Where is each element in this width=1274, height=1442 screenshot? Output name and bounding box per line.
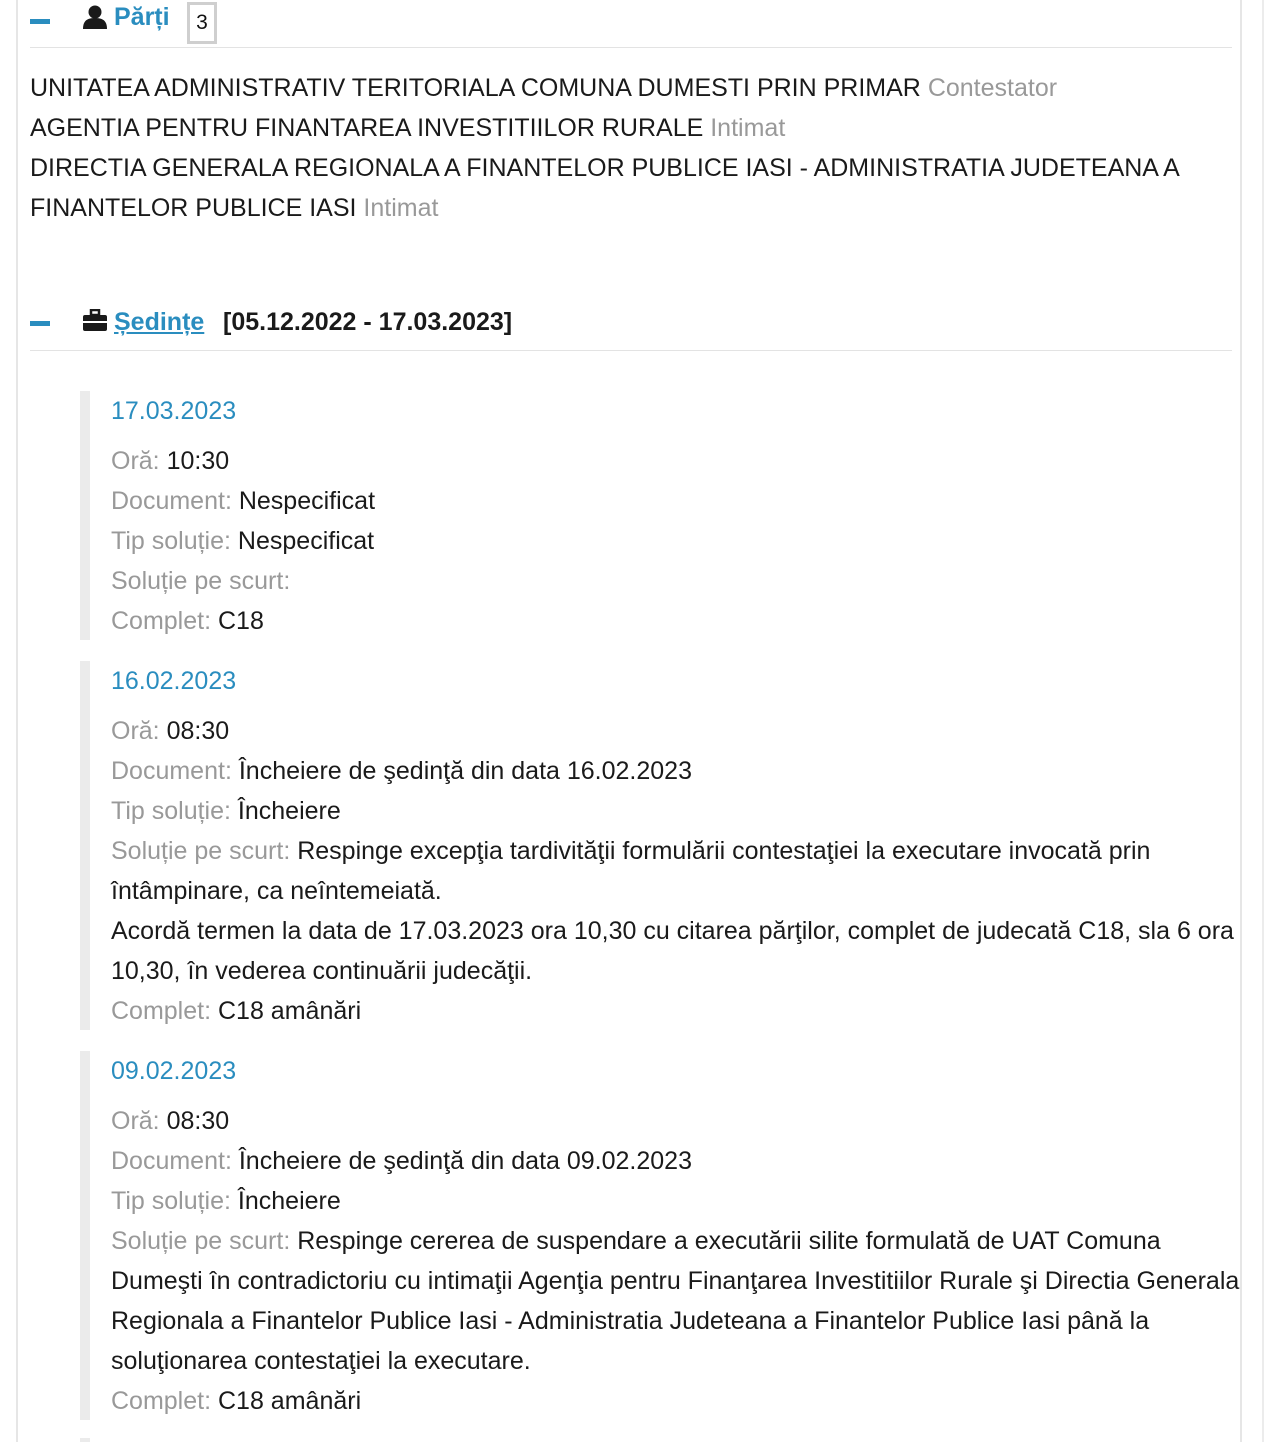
complet-value: C18 amânări: [218, 1387, 362, 1415]
user-icon: [82, 4, 108, 35]
session-solutie-scurt: [111, 831, 1240, 911]
ora-label: Oră:: [111, 447, 160, 475]
session-date[interactable]: 16.02.2023: [111, 667, 237, 695]
session-ora: [111, 711, 1240, 751]
document-label: Document:: [111, 1147, 232, 1175]
party-item: [30, 108, 1240, 148]
tip-solutie-value: Încheiere: [237, 797, 341, 825]
session-solutie-scurt: [111, 561, 1240, 601]
session-tip-solutie: [111, 791, 1240, 831]
complet-label: Complet:: [111, 997, 212, 1025]
ora-value: 10:30: [166, 447, 230, 475]
session-card: [80, 391, 1240, 640]
party-role: Contestator: [927, 74, 1058, 102]
party-item: [30, 68, 1240, 108]
party-item: [30, 148, 1235, 228]
parti-title[interactable]: Părți: [114, 3, 170, 31]
party-role: Intimat: [710, 114, 786, 142]
solutie-scurt-continuation: Acordă termen la data de 17.03.2023 ora 10,30 cu citarea părţilor, complet de judecată C18, sla 6 ora 10,30, în vederea continuării judecăţii.: [111, 917, 1234, 985]
document-label: Document:: [111, 487, 232, 515]
document-label: Document:: [111, 757, 232, 785]
ora-label: Oră:: [111, 1107, 160, 1135]
session-date[interactable]: 17.03.2023: [111, 397, 237, 425]
tip-solutie-label: Tip soluție:: [111, 797, 231, 825]
complet-value: C18: [218, 607, 264, 635]
sedinte-title[interactable]: Ședințe: [114, 308, 205, 336]
briefcase-icon: [82, 309, 108, 338]
party-name: AGENTIA PENTRU FINANTAREA INVESTITIILOR RURALE: [30, 114, 704, 142]
solutie-scurt-label: Soluție pe scurt:: [111, 837, 291, 865]
collapse-parti-button[interactable]: [30, 19, 50, 24]
party-name: UNITATEA ADMINISTRATIV TERITORIALA COMUNA DUMESTI PRIN PRIMAR: [30, 74, 921, 102]
complet-label: Complet:: [111, 607, 212, 635]
solutie-scurt-value: Respinge cererea de suspendare a executării silite formulată de UAT Comuna Dumeşti în contradictoriu cu intimaţii Agenţia pentru Finanţarea Investitiilor Rurale şi Directia Generala Regionala a Finantelor Publice Iasi - Administratia Judeteana a Finantelor Publice Iasi până la soluţionarea contestaţiei la executare.: [111, 1227, 1240, 1375]
document-value: Încheiere de şedinţă din data 09.02.2023: [238, 1147, 692, 1175]
tip-solutie-label: Tip soluție:: [111, 527, 231, 555]
session-ora: [111, 441, 1240, 481]
session-ora: [111, 1101, 1240, 1141]
ora-value: 08:30: [166, 1107, 230, 1135]
session-complet: [111, 601, 1240, 641]
solutie-scurt-label: Soluție pe scurt:: [111, 567, 291, 595]
document-value: Nespecificat: [238, 487, 376, 515]
tip-solutie-label: Tip soluție:: [111, 1187, 231, 1215]
session-tip-solutie: [111, 1181, 1240, 1221]
session-tip-solutie: [111, 521, 1240, 561]
scrollbar-track[interactable]: [1262, 0, 1264, 1442]
document-value: Încheiere de şedinţă din data 16.02.2023: [238, 757, 692, 785]
session-document: [111, 481, 1240, 521]
ora-value: 08:30: [166, 717, 230, 745]
parti-count-badge: 3: [187, 2, 217, 44]
solutie-scurt-label: Soluție pe scurt:: [111, 1227, 291, 1255]
session-date[interactable]: 09.02.2023: [111, 1057, 237, 1085]
session-document: [111, 751, 1240, 791]
tip-solutie-value: Încheiere: [237, 1187, 341, 1215]
session-complet: [111, 1381, 1240, 1421]
ora-label: Oră:: [111, 717, 160, 745]
parties-list: [30, 68, 1240, 228]
sedinte-section-header: [30, 300, 1232, 351]
solutie-scurt-value: Respinge excepţia tardivităţii formulării contestaţiei la executare invocată prin întâmpinare, ca neîntemeiată.: [111, 837, 1151, 905]
complet-value: C18 amânări: [218, 997, 362, 1025]
party-name: DIRECTIA GENERALA REGIONALA A FINANTELOR PUBLICE IASI - ADMINISTRATIA JUDETEANA A FINANTELOR PUBLICE IASI: [30, 154, 1179, 222]
session-card: [80, 661, 1240, 1030]
party-role: Intimat: [363, 194, 439, 222]
session-complet: [111, 991, 1240, 1031]
tip-solutie-value: Nespecificat: [237, 527, 375, 555]
parti-section-header: [30, 0, 1232, 48]
session-card: [80, 1051, 1240, 1420]
session-solutie-scurt: [111, 1221, 1240, 1381]
next-session-border: [80, 1438, 90, 1442]
complet-label: Complet:: [111, 1387, 212, 1415]
collapse-sedinte-button[interactable]: [30, 321, 50, 326]
session-document: [111, 1141, 1240, 1181]
sedinte-date-range: [05.12.2022 - 17.03.2023]: [223, 308, 513, 336]
